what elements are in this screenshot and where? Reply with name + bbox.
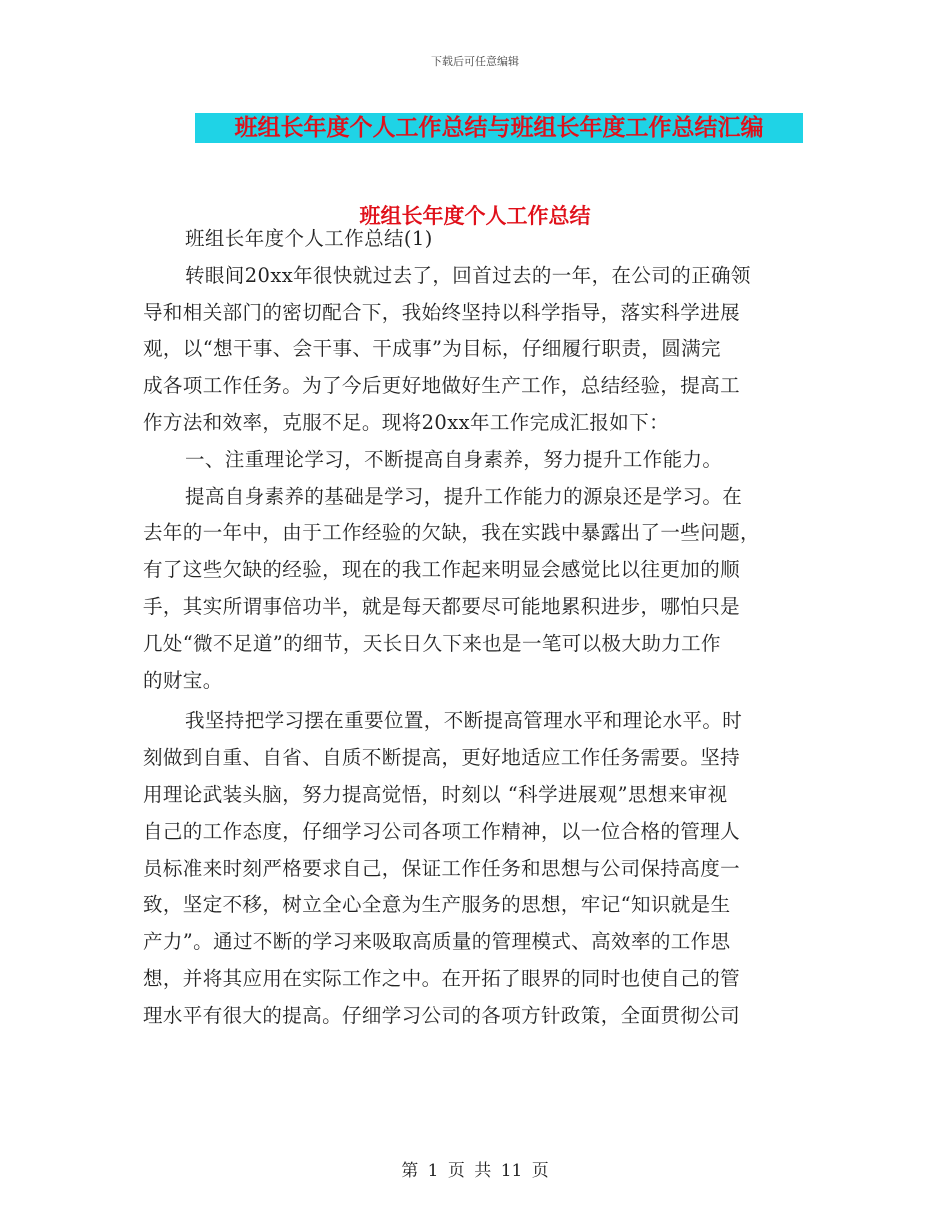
text-line: 手，其实所谓事倍功半，就是每天都要尽可能地累积进步，哪怕只是 bbox=[143, 594, 741, 618]
section-title: 班组长年度个人工作总结 bbox=[359, 204, 591, 228]
text-line: 提高自身素养的基础是学习，提升工作能力的源泉还是学习。在 bbox=[185, 484, 743, 508]
text-line: 员标准来时刻严格要求自己，保证工作任务和思想与公司保持高度一 bbox=[143, 856, 741, 880]
text-line: 刻做到自重、自省、自质不断提高，更好地适应工作任务需要。坚持 bbox=[143, 746, 741, 770]
text-line: 成各项工作任务。为了今后更好地做好生产工作，总结经验，提高工 bbox=[143, 374, 741, 398]
text-line: 一、注重理论学习，不断提高自身素养，努力提升工作能力。 bbox=[185, 447, 723, 471]
page-header-note: 下载后可任意编辑 bbox=[431, 55, 519, 68]
text-line: 班组长年度个人工作总结(1) bbox=[185, 227, 433, 250]
text-line: 产力”。通过不断的学习来吸取高质量的管理模式、高效率的工作思 bbox=[143, 930, 731, 954]
text-line: 用理论武装头脑，努力提高觉悟，时刻以 “科学进展观”思想来审视 bbox=[143, 782, 728, 806]
text-line: 观，以“想干事、会干事、干成事”为目标，仔细履行职责，圆满完 bbox=[143, 337, 721, 361]
text-line: 我坚持把学习摆在重要位置，不断提高管理水平和理论水平。时 bbox=[185, 709, 743, 733]
body-text bbox=[143, 221, 805, 1035]
text-line: 致，坚定不移，树立全心全意为生产服务的思想，牢记“知识就是生 bbox=[143, 893, 731, 917]
text-line: 的财宝。 bbox=[143, 668, 223, 692]
text-line: 去年的一年中，由于工作经验的欠缺，我在实践中暴露出了一些问题， bbox=[143, 521, 760, 545]
text-line: 导和相关部门的密切配合下，我始终坚持以科学指导，落实科学进展 bbox=[143, 300, 741, 324]
document-title-highlight bbox=[195, 113, 803, 143]
document-title: 班组长年度个人工作总结与班组长年度工作总结汇编 bbox=[234, 115, 764, 141]
text-line: 转眼间20xx年很快就过去了，回首过去的一年，在公司的正确领 bbox=[185, 263, 751, 287]
text-line: 有了这些欠缺的经验，现在的我工作起来明显会感觉比以往更加的顺 bbox=[143, 558, 741, 582]
text-line: 理水平有很大的提高。仔细学习公司的各项方针政策，全面贯彻公司 bbox=[143, 1003, 741, 1027]
text-line: 作方法和效率，克服不足。现将20xx年工作完成汇报如下： bbox=[143, 410, 670, 434]
text-line: 自己的工作态度，仔细学习公司各项工作精神，以一位合格的管理人 bbox=[143, 819, 741, 843]
page-footer: 第 1 页 共 11 页 bbox=[401, 1161, 549, 1181]
text-line: 几处“微不足道”的细节，天长日久下来也是一笔可以极大助力工作 bbox=[143, 631, 721, 655]
text-line: 想，并将其应用在实际工作之中。在开拓了眼界的同时也使自己的管 bbox=[143, 966, 741, 990]
